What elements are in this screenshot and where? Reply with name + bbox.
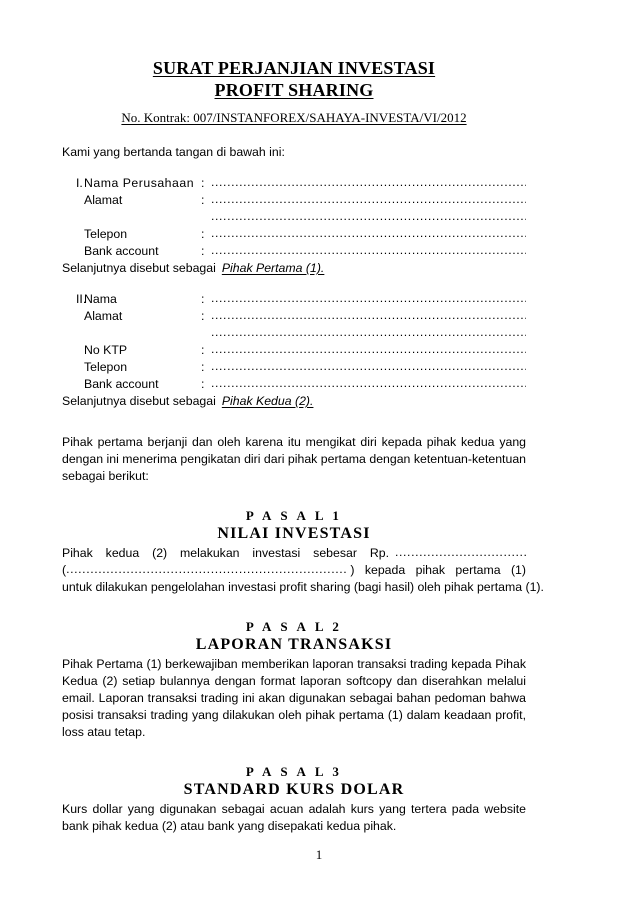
party-row	[62, 209, 526, 226]
party-block-1	[62, 175, 526, 277]
article-2-title: LAPORAN TRANSAKSI	[195, 636, 393, 653]
party-row	[62, 175, 526, 192]
party-designation-1	[62, 260, 526, 277]
party-row	[62, 359, 526, 376]
article-1-amount-words-line	[62, 562, 526, 579]
title-line-1: SURAT PERJANJIAN INVESTASI	[152, 58, 436, 78]
party-row	[62, 192, 526, 209]
fill-in-line[interactable]	[211, 174, 526, 191]
article-1-body	[62, 545, 544, 596]
field-colon: :	[201, 343, 205, 357]
party-row	[62, 243, 526, 260]
article-3	[62, 763, 526, 835]
field-label: No KTP	[84, 343, 128, 357]
contract-number	[62, 110, 526, 126]
party-row	[62, 226, 526, 243]
party-block-2	[62, 291, 526, 410]
designation-emphasis: Pihak Kedua (2).	[221, 394, 314, 408]
fill-in-line[interactable]	[211, 191, 526, 208]
amount-words-tail: ) kepada pihak pertama (1)	[350, 563, 526, 577]
field-colon: :	[201, 176, 205, 190]
article-1-amount-line	[62, 545, 526, 562]
party-row	[62, 342, 526, 359]
designation-prefix: Selanjutnya disebut sebagai	[62, 394, 216, 408]
amount-label: Pihak kedua (2) melakukan investasi sebesar Rp.	[62, 546, 389, 560]
designation-emphasis: Pihak Pertama (1).	[221, 261, 325, 275]
party-row	[62, 376, 526, 393]
article-3-title: STANDARD KURS DOLAR	[183, 781, 405, 798]
article-2-number: P A S A L 2	[245, 619, 343, 634]
article-1-closing-line: untuk dilakukan pengelolahan investasi profit sharing (bagi hasil) oleh pihak pertama (1).	[62, 580, 544, 594]
title-line-2: PROFIT SHARING	[214, 80, 374, 100]
fill-in-line[interactable]	[211, 375, 526, 392]
designation-prefix: Selanjutnya disebut sebagai	[62, 261, 216, 275]
field-colon: :	[201, 377, 205, 391]
fill-in-line[interactable]	[211, 242, 526, 259]
field-colon: :	[201, 193, 205, 207]
fill-in-line[interactable]	[211, 290, 526, 307]
fill-in-line[interactable]	[211, 341, 526, 358]
article-2	[62, 618, 526, 741]
intro-text: Kami yang bertanda tangan di bawah ini:	[62, 145, 285, 159]
field-label: Alamat	[84, 309, 123, 323]
party-row	[62, 325, 526, 342]
fill-in-line[interactable]	[211, 307, 526, 324]
fill-in-line[interactable]	[211, 358, 526, 375]
field-label: Telepon	[84, 360, 128, 374]
field-label: Telepon	[84, 227, 128, 241]
field-label: Nama	[84, 292, 117, 306]
field-label: Bank account	[84, 244, 159, 258]
field-label: Nama Perusahaan	[84, 176, 195, 190]
party-row	[62, 308, 526, 325]
amount-words-fill-in-line[interactable]	[66, 561, 348, 578]
page-number: 1	[315, 847, 323, 862]
paren-open: (	[62, 563, 67, 577]
article-1-number: P A S A L 1	[245, 508, 343, 523]
party-numeral: II.	[76, 292, 87, 306]
contract-number-text: No. Kontrak: 007/INSTANFOREX/SAHAYA-INVESTA/VI/2012	[121, 110, 467, 125]
preamble-paragraph: Pihak pertama berjanji dan oleh karena itu mengikat diri kepada pihak kedua yang dengan ini menerima pengikatan diri dari pihak pertama dengan ketentuan-ketentuan sebagai berikut:	[62, 435, 526, 483]
article-1	[62, 507, 544, 596]
fill-in-line[interactable]	[211, 208, 526, 225]
field-colon: :	[201, 227, 205, 241]
document-title	[62, 57, 526, 101]
field-colon: :	[201, 292, 205, 306]
party-designation-2	[62, 393, 526, 410]
document-content	[62, 57, 544, 835]
field-colon: :	[201, 244, 205, 258]
fill-in-line[interactable]	[211, 225, 526, 242]
amount-fill-in-line[interactable]	[395, 544, 526, 561]
fill-in-line[interactable]	[211, 324, 526, 341]
field-label: Alamat	[84, 193, 123, 207]
article-3-body: Kurs dollar yang digunakan sebagai acuan adalah kurs yang tertera pada website bank pihak kedua (2) atau bank yang disepakati kedua pihak.	[62, 802, 526, 833]
party-row	[62, 291, 526, 308]
field-colon: :	[201, 309, 205, 323]
field-label: Bank account	[84, 377, 159, 391]
party-numeral: I.	[76, 176, 83, 190]
field-colon: :	[201, 360, 205, 374]
article-2-body: Pihak Pertama (1) berkewajiban memberikan laporan transaksi trading kepada Pihak Kedua (2) setiap bulannya dengan format laporan softcopy dan diserahkan melalui email. Laporan transaksi trading ini akan digunakan sebagai bahan pedoman bahwa posisi transaksi trading yang dilakukan oleh pihak pertama (1) dalam keadaan profit, loss atau tetap.	[62, 657, 526, 739]
article-1-title: NILAI INVESTASI	[217, 525, 371, 542]
article-3-number: P A S A L 3	[245, 764, 343, 779]
